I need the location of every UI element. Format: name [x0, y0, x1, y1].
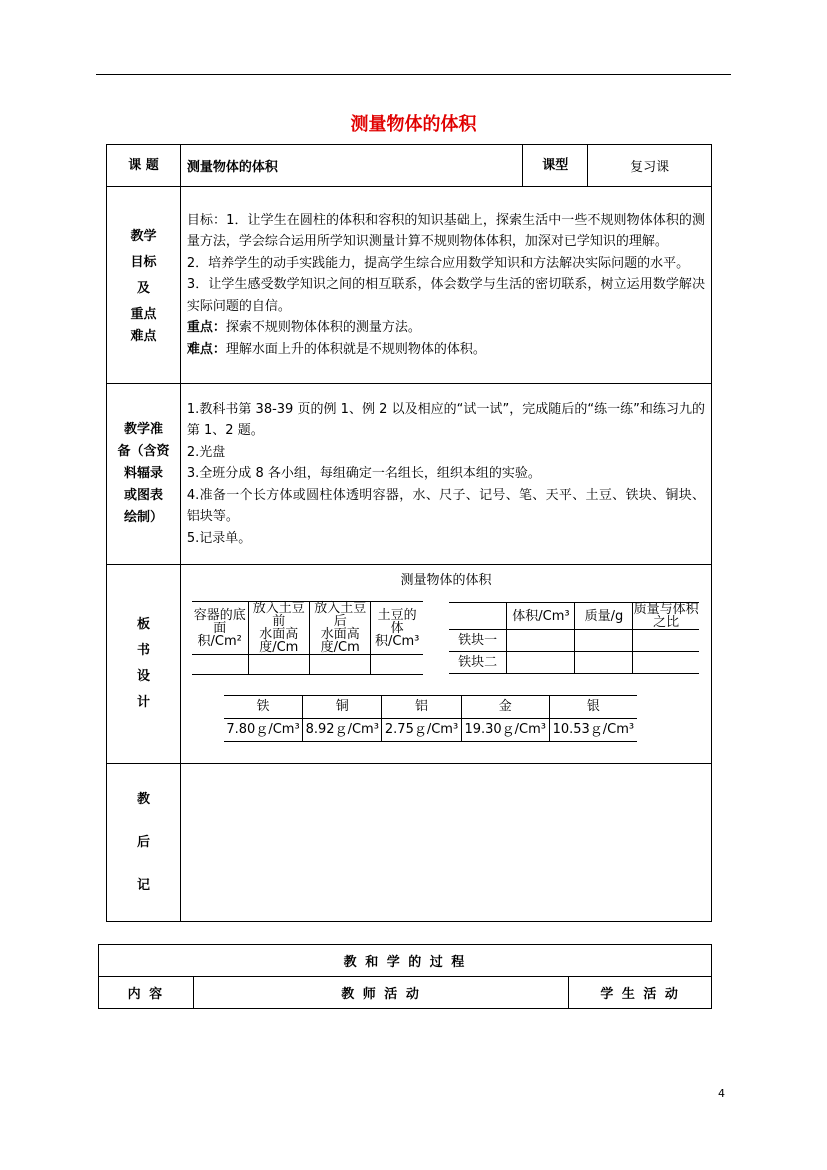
metal-name: 铁: [224, 696, 303, 719]
label-line: 板: [136, 617, 150, 632]
label-line: 书: [136, 643, 150, 658]
table-cell: [575, 630, 633, 652]
label-line: 料辐录: [123, 466, 163, 481]
prep-item: 5.记录单。: [186, 530, 252, 546]
metal-name: 铝: [382, 696, 461, 719]
header-rule: [96, 74, 731, 75]
table-cell: [309, 655, 370, 675]
board-content: [180, 565, 711, 764]
col-content: 内 容: [99, 977, 194, 1009]
label-line: 重点: [130, 307, 157, 322]
board-row: [107, 565, 712, 764]
table-row: [192, 655, 423, 675]
board-title: 测量物体的体积: [400, 573, 492, 588]
table-cell: [633, 652, 699, 674]
iron-header: [449, 603, 507, 630]
potato-table: [192, 601, 423, 675]
potato-header: 容器的底面 积/Cm²: [192, 602, 248, 655]
potato-header: 土豆的 体积/Cm³: [371, 602, 423, 655]
label-line: 教学: [130, 229, 157, 244]
table-row: [449, 630, 699, 652]
metal-name: 金: [461, 696, 549, 719]
lesson-label: 课 题: [107, 145, 181, 187]
metal-name: 银: [549, 696, 637, 719]
table-cell: [192, 655, 248, 675]
goal-paragraph: 目标：1．让学生在圆柱的体积和容积的知识基础上，探索生活中一些不规则物体体积的测量方法，学会综合运用所学知识测量计算不规则物体体积，加深对已学知识的理解。: [186, 212, 705, 250]
iron-row-label: 铁块一: [449, 630, 507, 652]
prep-item: 2.光盘: [186, 444, 226, 460]
key-point-label: 重点：: [186, 320, 226, 336]
prep-row: [107, 384, 712, 565]
board-design: [181, 565, 711, 763]
metal-density: 8.92ｇ/Cm³: [303, 719, 382, 742]
goals-content: [180, 187, 711, 384]
lesson-type-label: 课型: [523, 145, 588, 187]
afterword-row: [107, 764, 712, 922]
col-teacher: 教 师 活 动: [193, 977, 568, 1009]
iron-header: 质量与体积之比: [633, 602, 699, 630]
density-table: [224, 695, 637, 742]
difficulty-label: 难点：: [186, 341, 226, 357]
prep-item: 1.教科书第 38-39 页的例 1、例 2 以及相应的“试一试”，完成随后的“练一练”和练习九的第 1、2 题。: [186, 401, 705, 439]
goals-label: [107, 187, 181, 384]
potato-header: 放入土豆前 水面高度/Cm: [248, 602, 309, 655]
metal-density: 2.75ｇ/Cm³: [382, 719, 461, 742]
label-line: 记: [136, 878, 150, 893]
process-heading: 教 和 学 的 过 程: [99, 945, 712, 977]
label-line: 绘制）: [123, 510, 163, 525]
afterword-label: [107, 764, 181, 922]
label-line: 后: [136, 835, 150, 850]
key-point: [187, 317, 705, 339]
lesson-type-value: 复习课: [588, 145, 712, 187]
label-line: 及: [136, 281, 150, 296]
process-heading-row: [99, 945, 712, 977]
difficulty-text: 理解水面上升的体积就是不规则物体的体积。: [225, 341, 486, 357]
table-cell: [507, 652, 575, 674]
table-row: [224, 696, 637, 719]
prep-item: 3.全班分成 8 各小组，每组确定一名组长，组织本组的实验。: [186, 466, 541, 482]
board-label: [107, 565, 181, 764]
lesson-header-row: [107, 145, 712, 187]
label-line: 计: [136, 695, 150, 710]
goal-paragraph: 2．培养学生的动手实践能力，提高学生综合应用数学知识和方法解决实际问题的水平。: [186, 255, 690, 271]
iron-table: [449, 602, 699, 674]
page-title: 测量物体的体积: [350, 114, 477, 135]
difficulty: [187, 339, 705, 361]
iron-row-label: 铁块二: [449, 652, 507, 674]
label-line: 教学准: [123, 422, 163, 437]
label-line: 设: [136, 669, 150, 684]
table-cell: [575, 652, 633, 674]
potato-header: 放入土豆后 水面高度/Cm: [309, 602, 370, 655]
table-row: [224, 719, 637, 742]
prep-item: 4.准备一个长方体或圆柱体透明容器，水、尺子、记号、笔、天平、土豆、铁块、铜块、铝块等。: [186, 487, 705, 525]
afterword-content: [180, 764, 711, 922]
metal-density: 7.80ｇ/Cm³: [224, 719, 303, 742]
label-line: 备（含资: [117, 444, 170, 459]
goal-paragraph: 3．让学生感受数学知识之间的相互联系，体会数学与生活的密切联系，树立运用数学解决实际问题的自信。: [186, 277, 705, 314]
key-point-text: 探索不规则物体体积的测量方法。: [225, 320, 421, 336]
prep-label: [107, 384, 181, 565]
table-cell: [248, 655, 309, 675]
page-number: 4: [718, 1087, 725, 1100]
label-line: 教: [136, 792, 150, 807]
iron-header: 体积/Cm³: [507, 603, 575, 630]
label-line: 难点: [130, 329, 157, 344]
label-line: 或图表: [123, 488, 163, 503]
goals-row: [107, 187, 712, 384]
process-table: [98, 944, 712, 1009]
iron-header: 质量/g: [575, 603, 633, 630]
col-student: 学 生 活 动: [569, 977, 712, 1009]
metal-density: 10.53ｇ/Cm³: [549, 719, 637, 742]
table-cell: [507, 630, 575, 652]
table-cell: [371, 655, 423, 675]
metal-density: 19.30ｇ/Cm³: [461, 719, 549, 742]
process-columns-row: [99, 977, 712, 1009]
label-line: 目标: [130, 255, 157, 270]
lesson-plan-table: [106, 144, 712, 922]
prep-content: [180, 384, 711, 565]
table-row: [449, 652, 699, 674]
metal-name: 铜: [303, 696, 382, 719]
table-cell: [633, 630, 699, 652]
lesson-value: 测量物体的体积: [180, 145, 522, 187]
